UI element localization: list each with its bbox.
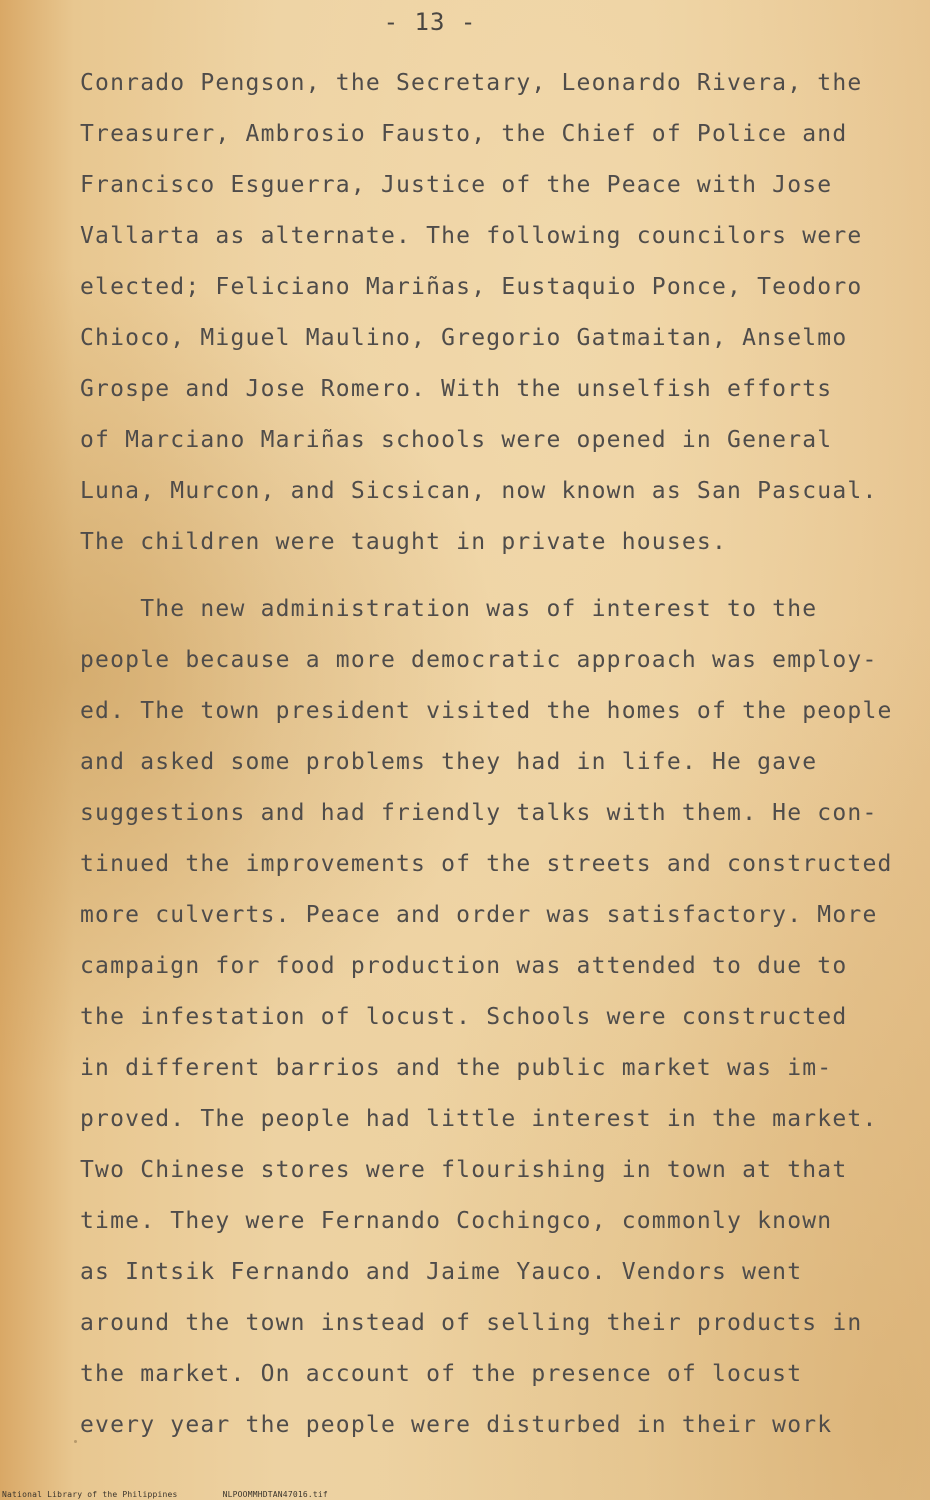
paragraph-2 <box>80 584 920 1451</box>
text-line: Conrado Pengson, the Secretary, Leonardo Rivera, the <box>80 70 863 96</box>
text-line: The new administration was of interest to the <box>80 596 818 622</box>
text-line: the market. On account of the presence of locust <box>80 1361 803 1387</box>
text-line: around the town instead of selling their products in <box>80 1310 863 1336</box>
text-line: Luna, Murcon, and Sicsican, now known as San Pascual. <box>80 478 878 504</box>
text-line: as Intsik Fernando and Jaime Yauco. Vendors went <box>80 1259 803 1285</box>
text-line: The children were taught in private houses. <box>80 529 728 555</box>
text-line: campaign for food production was attended to due to <box>80 953 848 979</box>
scan-footer <box>2 1490 328 1499</box>
text-line: every year the people were disturbed in their work <box>80 1412 833 1438</box>
text-line: Vallarta as alternate. The following councilors were <box>80 223 863 249</box>
text-line: Treasurer, Ambrosio Fausto, the Chief of Police and <box>80 121 848 147</box>
paragraph-1 <box>80 58 920 568</box>
text-line: elected; Feliciano Mariñas, Eustaquio Ponce, Teodoro <box>80 274 863 300</box>
text-line: ed. The town president visited the homes of the people <box>80 698 893 724</box>
text-line: time. They were Fernando Cochingco, commonly known <box>80 1208 833 1234</box>
text-line: tinued the improvements of the streets and constructed <box>80 851 893 877</box>
text-line: in different barrios and the public market was im- <box>80 1055 833 1081</box>
footer-file-name: NLPOOMMHDTAN47016.tif <box>222 1490 328 1499</box>
paper-speck <box>74 1440 77 1443</box>
text-line: suggestions and had friendly talks with them. He con- <box>80 800 878 826</box>
text-line: of Marciano Mariñas schools were opened in General <box>80 427 833 453</box>
text-line: Grospe and Jose Romero. With the unselfish efforts <box>80 376 833 402</box>
text-line: people because a more democratic approach was employ- <box>80 647 878 673</box>
text-line: Two Chinese stores were flourishing in town at that <box>80 1157 848 1183</box>
text-line: Francisco Esguerra, Justice of the Peace with Jose <box>80 172 833 198</box>
footer-institution: National Library of the Philippines <box>2 1490 178 1499</box>
text-line: the infestation of locust. Schools were constructed <box>80 1004 848 1030</box>
page-number: - 13 - <box>383 8 477 36</box>
text-line: and asked some problems they had in life. He gave <box>80 749 818 775</box>
text-line: more culverts. Peace and order was satisfactory. More <box>80 902 878 928</box>
text-line: Chioco, Miguel Maulino, Gregorio Gatmaitan, Anselmo <box>80 325 848 351</box>
text-line: proved. The people had little interest in the market. <box>80 1106 878 1132</box>
